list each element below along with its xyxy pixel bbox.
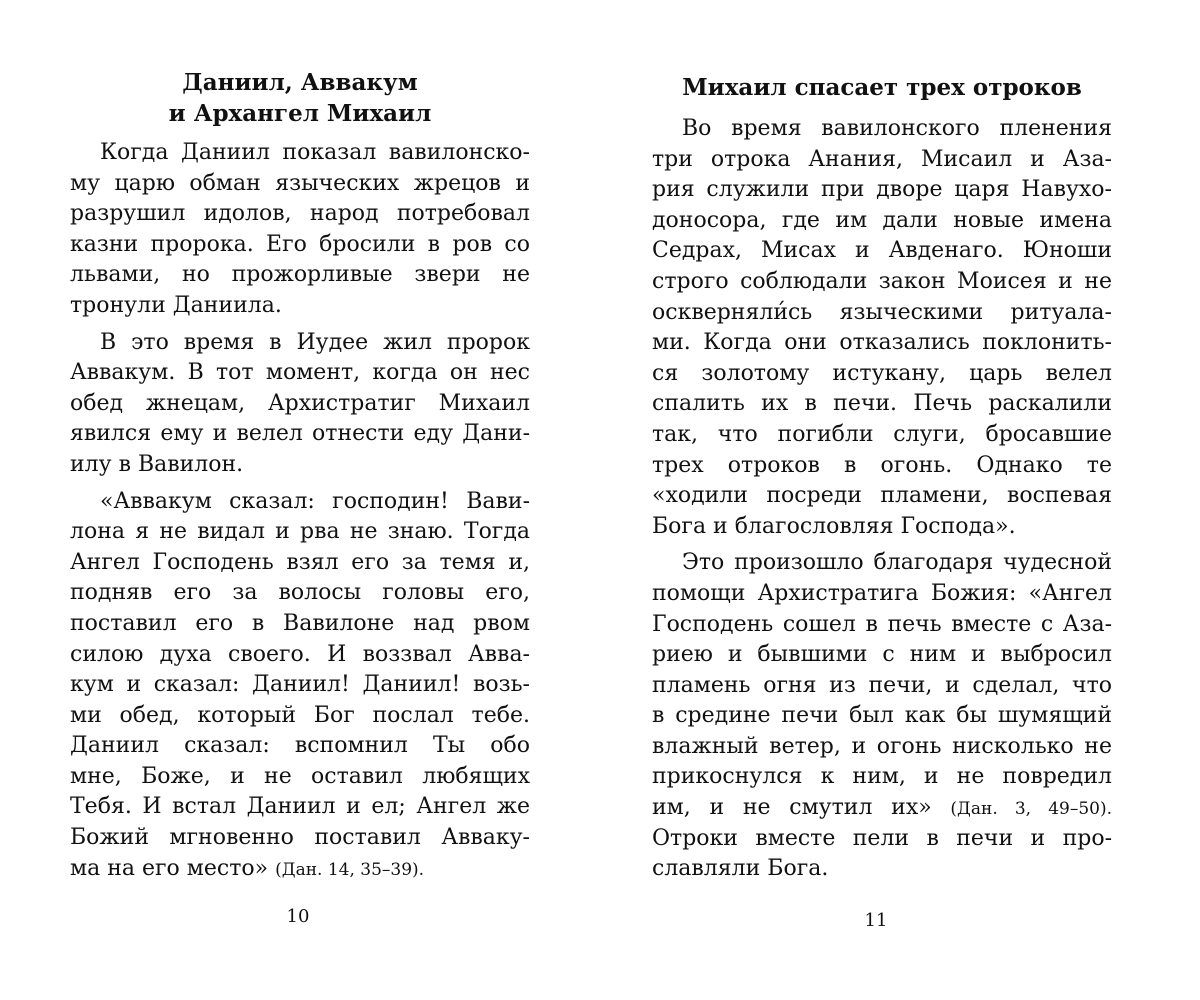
scripture-reference: (Дан. 14, 35–39). xyxy=(275,859,425,880)
right-page-body xyxy=(652,114,1112,885)
page-number-left: 10 xyxy=(286,906,310,927)
text-line: кум и сказал: Даниил! Даниил! возь- xyxy=(70,672,530,698)
text-line: Во время вавилонского пленения xyxy=(682,116,1112,141)
text-line: «ходили посреди пламени, воспевая xyxy=(652,483,1112,509)
text-line: ми обед, который Бог послал тебе. xyxy=(70,702,530,728)
text-line: лона я не видал и рва не знаю. Тогда xyxy=(70,519,530,545)
text-line: Даниил сказал: вспомнил Ты обо xyxy=(70,733,530,759)
text-line: оскверняли́сь языческими ритуала- xyxy=(652,299,1112,325)
text-line: Тебя. И встал Даниил и ел; Ангел же xyxy=(70,794,530,820)
right-paragraph-1 xyxy=(652,114,1112,542)
text-line: трех отроков в огонь. Однако те xyxy=(652,452,1112,478)
text-line: три отрока Анания, Мисаил и Аза- xyxy=(652,146,1112,172)
text-line: подняв его за волосы головы его, xyxy=(70,580,530,606)
left-title-line-2: и Архангел Михаил xyxy=(168,100,432,127)
text-line: илу в Вавилон. xyxy=(70,451,244,477)
text-line: Бога и благословляя Господа». xyxy=(652,513,1016,539)
right-page xyxy=(652,0,1112,1000)
text-line: рия служили при дворе царя Навухо- xyxy=(652,177,1112,203)
text-line: обед жнецам, Архистратиг Михаил xyxy=(70,390,530,416)
text-line: Ангел Господень взял его за темя и, xyxy=(70,549,530,575)
text-line: доносора, где им дали новые имена xyxy=(652,207,1112,233)
left-page-body xyxy=(70,138,530,884)
text-line: разрушил идолов, народ потребовал xyxy=(70,201,530,227)
scripture-reference: (Дан. 3, 49–50). xyxy=(950,799,1112,820)
text-line: Седрах, Мисах и Авденаго. Юноши xyxy=(652,238,1112,264)
text-line: В это время в Иудее жил пророк xyxy=(100,329,530,355)
text-line: «Аввакум сказал: господин! Вави- xyxy=(100,488,530,514)
right-page-title: Михаил спасает трех отроков xyxy=(682,74,1082,101)
text-line: ся золотому истукану, царь велел xyxy=(652,360,1112,386)
text-line: ми. Когда они отказались поклонить- xyxy=(652,330,1112,356)
left-paragraph-1 xyxy=(70,138,530,322)
text-line: Аввакум. В тот момент, когда он нес xyxy=(70,360,530,386)
text-line: Когда Даниил показал вавилонско- xyxy=(100,140,530,165)
text-line: Господень сошел в печь вместе с Аза- xyxy=(652,611,1112,637)
text-line: так, что погибли слуги, бросавшие xyxy=(652,421,1112,447)
text-line: строго соблюдали закон Моисея и не xyxy=(652,268,1112,294)
text-line: пламень огня из печи, и сделал, что xyxy=(652,672,1112,698)
left-paragraph-2 xyxy=(70,328,530,481)
text-line: славляли Бога. xyxy=(652,856,829,882)
text-line: тронули Даниила. xyxy=(70,292,282,318)
text-line: в средине печи был как бы шумящий xyxy=(652,703,1112,729)
text-line-content: им, и не смутил их» xyxy=(652,795,932,821)
text-line: Божий мгновенно поставил Аввaку- xyxy=(70,825,530,851)
right-paragraph-2 xyxy=(652,548,1112,885)
text-line: силою духа своего. И воззвал Авва- xyxy=(70,641,530,667)
text-line: риею и бывшими с ним и выбросил xyxy=(652,642,1112,668)
page-number-right: 11 xyxy=(864,910,888,931)
text-line: Отроки вместе пели в печи и про- xyxy=(652,825,1112,851)
text-line xyxy=(70,854,530,885)
left-page xyxy=(70,0,530,1000)
text-line: прикоснулся к ним, и не повредил xyxy=(652,764,1112,790)
text-line: Это произошло благодаря чудесной xyxy=(682,550,1112,576)
text-line xyxy=(652,793,1112,824)
text-line: помощи Архистратига Божия: «Ангел xyxy=(652,580,1112,606)
text-line: львами, но прожорливые звери не xyxy=(70,262,530,288)
text-line: явился ему и велел отнести еду Дани- xyxy=(70,421,530,447)
text-line: мне, Боже, и не оставил любящих xyxy=(70,763,530,789)
left-title-line-1: Даниил, Аввакум xyxy=(182,69,418,96)
left-paragraph-3 xyxy=(70,487,530,885)
text-line: казни пророка. Его бросили в ров со xyxy=(70,231,530,257)
text-line: му царю обман языческих жрецов и xyxy=(70,170,530,196)
text-line: спалить их в печи. Печь раскалили xyxy=(652,391,1112,417)
text-line: влажный ветер, и огонь нисколько не xyxy=(652,733,1112,759)
left-page-title xyxy=(70,0,530,129)
text-line-content: ма на его место» xyxy=(70,855,269,881)
text-line: поставил его в Вавилоне над рвом xyxy=(70,610,530,636)
